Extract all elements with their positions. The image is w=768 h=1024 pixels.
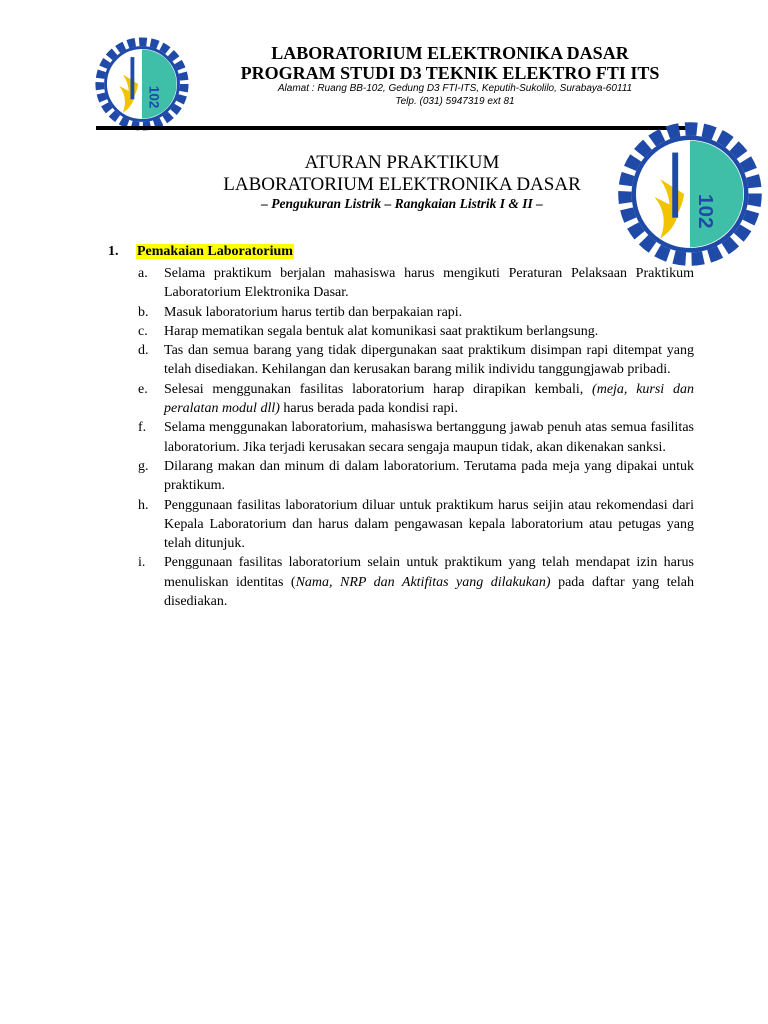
item-text-part: harus berada pada kondisi rapi. [279,401,458,417]
list-item [138,553,694,611]
rules-list [138,264,694,611]
list-item [138,457,694,496]
item-letter: g. [138,458,149,474]
document-subtitle: – Pengukuran Listrik – Rangkaian Listrik I & II – [261,196,543,211]
item-text: Masuk laboratorium harus tertib dan berpakaian rapi. [164,304,463,320]
logo-number: 102 [146,85,162,109]
item-letter: a. [138,266,148,281]
letterhead-line-1: LABORATORIUM ELEKTRONIKA DASAR [271,43,629,63]
item-text-part: pada daftar yang telah disediakan. [164,574,694,610]
item-text: Selama menggunakan laboratorium, mahasiswa bertanggung jawab penuh atas semua fasilitas laboratorium. Jika terjadi kerusakan secara sengaja maupun tidak, akan dikenakan sanksi. [164,420,694,455]
item-letter: d. [138,343,149,359]
document-title-line-1: ATURAN PRAKTIKUM [304,152,500,173]
item-text-part: Selesai menggunakan fasilitas laboratorium harap dirapikan kembali, [164,381,593,397]
list-item [138,322,694,341]
list-item [138,264,694,303]
item-text [164,380,694,419]
item-letter: i. [138,555,146,571]
item-letter: h. [138,497,149,513]
list-item [138,341,694,380]
lab-logo-small [94,36,190,132]
item-text [164,553,694,611]
document-title-line-2: LABORATORIUM ELEKTRONIKA DASAR [223,174,581,195]
section-title: Pemakaian Laboratorium [137,244,293,259]
logo-number: 102 [693,194,717,229]
item-letter: e. [138,381,148,397]
item-letter: b. [138,304,149,320]
header-divider [96,126,696,130]
item-text: Dilarang makan dan minum di dalam laboratorium. Terutama pada meja yang dipakai untuk praktikum. [164,458,694,494]
item-text: Penggunaan fasilitas laboratorium diluar untuk praktikum harus seijin atau rekomendasi dari Kepala Laboratorium dan harus dalam pengawasan kepala laboratorium atau petugas yang telah ditunjuk. [164,497,694,552]
item-text: Tas dan semua barang yang tidak dipergunakan saat praktikum disimpan rapi ditempat yang telah disediakan. Kehilangan dan kerusakan barang milik individu tanggungjawab pribadi. [164,343,694,378]
item-text-italic: Nama, NRP dan Aktifitas yang dilakukan) [295,574,551,590]
letterhead-telephone: Telp. (031) 5947319 ext 81 [395,96,515,107]
list-item [138,496,694,554]
lab-logo-large [616,120,764,268]
item-letter: f. [138,420,147,436]
section-number: 1. [108,244,119,259]
item-text: Selama praktikum berjalan mahasiswa harus mengikuti Peraturan Pelaksaan Praktikum Laboratorium Elektronika Dasar. [164,266,694,301]
section-heading [108,243,294,261]
list-item [138,418,694,457]
item-text-part: Penggunaan fasilitas laboratorium selain untuk praktikum yang telah mendapat izin harus menuliskan identitas ( [164,555,694,590]
list-item [138,380,694,419]
item-text: Harap mematikan segala bentuk alat komunikasi saat praktikum berlangsung. [164,323,599,339]
item-letter: c. [138,323,148,339]
list-item [138,303,694,322]
item-text-italic: (meja, kursi dan peralatan modul dll) [164,381,694,417]
letterhead-line-2: PROGRAM STUDI D3 TEKNIK ELEKTRO FTI ITS [240,63,660,83]
letterhead-address: Alamat : Ruang BB-102, Gedung D3 FTI-ITS, Keputih-Sukolilo, Surabaya-60111 [277,83,633,94]
